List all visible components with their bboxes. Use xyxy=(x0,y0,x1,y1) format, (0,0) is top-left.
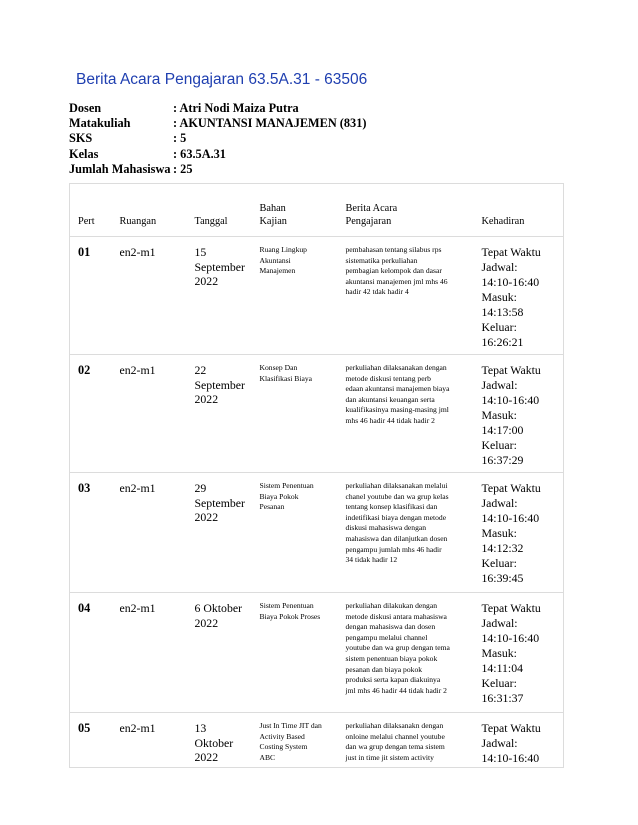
cell-tanggal: 22 September 2022 xyxy=(195,355,260,473)
cell-ruangan: en2-m1 xyxy=(120,593,195,713)
table-row xyxy=(70,355,564,473)
cell-kehadiran: Tepat Waktu Jadwal: 14:10-16:40 Masuk: 14:11:04 Keluar: 16:31:37 xyxy=(482,593,564,713)
header-berita-acara: Berita Acara Pengajaran xyxy=(346,184,482,237)
cell-pert: 01 xyxy=(70,237,120,355)
table-header-row xyxy=(70,184,564,237)
info-row-sks xyxy=(69,131,366,146)
cell-kehadiran: Tepat Waktu Jadwal: 14:10-16:40 Masuk: 14:13:58 Keluar: 16:26:21 xyxy=(482,237,564,355)
cell-bahan-kajian: Ruang Lingkup Akuntansi Manajemen xyxy=(260,237,346,355)
cell-berita-acara: perkuliahan dilakukan dengan metode diskusi antara mahasiswa dengan mahasiswa dan dosen pengampu melalui channel youtube dan wa grup dengan tema sistem penentuan biaya pokok pesanan dan biaya pokok produksi serta kapan diakuinya jml mhs 46 hadir 44 tidak hadir 2 xyxy=(346,593,482,713)
info-value: : 63.5A.31 xyxy=(173,146,226,161)
info-label: Jumlah Mahasiswa xyxy=(69,161,171,176)
info-row-matakuliah xyxy=(69,116,366,131)
info-label: Matakuliah xyxy=(69,116,131,131)
cell-tanggal: 6 Oktober 2022 xyxy=(195,593,260,713)
cell-ruangan: en2-m1 xyxy=(120,473,195,593)
course-info xyxy=(69,101,366,177)
info-row-jumlah-mahasiswa xyxy=(69,162,366,177)
info-row-dosen xyxy=(69,101,366,116)
header-ruangan: Ruangan xyxy=(120,184,195,237)
cell-tanggal: 29 September 2022 xyxy=(195,473,260,593)
cell-berita-acara: perkuliahan dilaksanakan melalui chanel youtube dan wa grup kelas tentang konsep klasifikasi dan indetifikasi biaya dengan metode diskusi mahasiswa dengan mahasiswa dan dilanjutkan dosen pengampu jumlah mhs 46 hadir 34 tidak hadir 12 xyxy=(346,473,482,593)
cell-ruangan: en2-m1 xyxy=(120,355,195,473)
info-label: Dosen xyxy=(69,101,102,115)
info-value: : AKUNTANSI MANAJEMEN (831) xyxy=(173,116,367,131)
table-row xyxy=(70,473,564,593)
cell-bahan-kajian: Sistem Penentuan Biaya Pokok Proses xyxy=(260,593,346,713)
cell-ruangan: en2-m1 xyxy=(120,713,195,768)
info-label: Kelas xyxy=(69,146,99,161)
header-pert: Pert xyxy=(70,184,120,237)
cell-ruangan: en2-m1 xyxy=(120,237,195,355)
cell-tanggal: 15 September 2022 xyxy=(195,237,260,355)
cell-berita-acara: perkuliahan dilaksanakn dengan onloine melalui channel youtube dan wa grup dengan tema sistem just in time jit sistem activity xyxy=(346,713,482,768)
cell-bahan-kajian: Sistem Penentuan Biaya Pokok Pesanan xyxy=(260,473,346,593)
cell-berita-acara: pembahasan tentang silabus rps sistematika perkuliahan pembagian kelompok dan dasar akuntansi manajemen jml mhs 46 hadir 42 tdak hadir 4 xyxy=(346,237,482,355)
cell-pert: 05 xyxy=(70,713,120,768)
table-row xyxy=(70,713,564,768)
info-value: : 5 xyxy=(173,131,187,146)
teaching-log-table xyxy=(69,183,564,768)
info-row-kelas xyxy=(69,147,366,162)
header-bahan-kajian: Bahan Kajian xyxy=(260,184,346,237)
info-value: : Atri Nodi Maiza Putra xyxy=(173,101,299,115)
header-tanggal: Tanggal xyxy=(195,184,260,237)
header-kehadiran: Kehadiran xyxy=(482,184,564,237)
table-row xyxy=(70,237,564,355)
cell-kehadiran: Tepat Waktu Jadwal: 14:10-16:40 Masuk: 14:12:32 Keluar: 16:39:45 xyxy=(482,473,564,593)
cell-pert: 04 xyxy=(70,593,120,713)
cell-kehadiran: Tepat Waktu Jadwal: 14:10-16:40 Masuk: 14:17:00 Keluar: 16:37:29 xyxy=(482,355,564,473)
cell-tanggal: 13 Oktober 2022 xyxy=(195,713,260,768)
table-row xyxy=(70,593,564,713)
info-value: : 25 xyxy=(173,161,193,176)
page-title: Berita Acara Pengajaran 63.5A.31 - 63506 xyxy=(76,71,368,88)
cell-pert: 03 xyxy=(70,473,120,593)
cell-bahan-kajian: Konsep Dan Klasifikasi Biaya xyxy=(260,355,346,473)
info-label: SKS xyxy=(69,131,93,146)
cell-kehadiran: Tepat Waktu Jadwal: 14:10-16:40 xyxy=(482,713,564,768)
cell-bahan-kajian: Just In Time JIT dan Activity Based Costing System ABC xyxy=(260,713,346,768)
cell-pert: 02 xyxy=(70,355,120,473)
cell-berita-acara: perkuliahan dilaksanakan dengan metode diskusi tentang perb edaan akuntansi manajemen biaya dan akuntansi keuangan serta kualifikasinya masing-masing jml mhs 46 hadir 44 tidak hadir 2 xyxy=(346,355,482,473)
